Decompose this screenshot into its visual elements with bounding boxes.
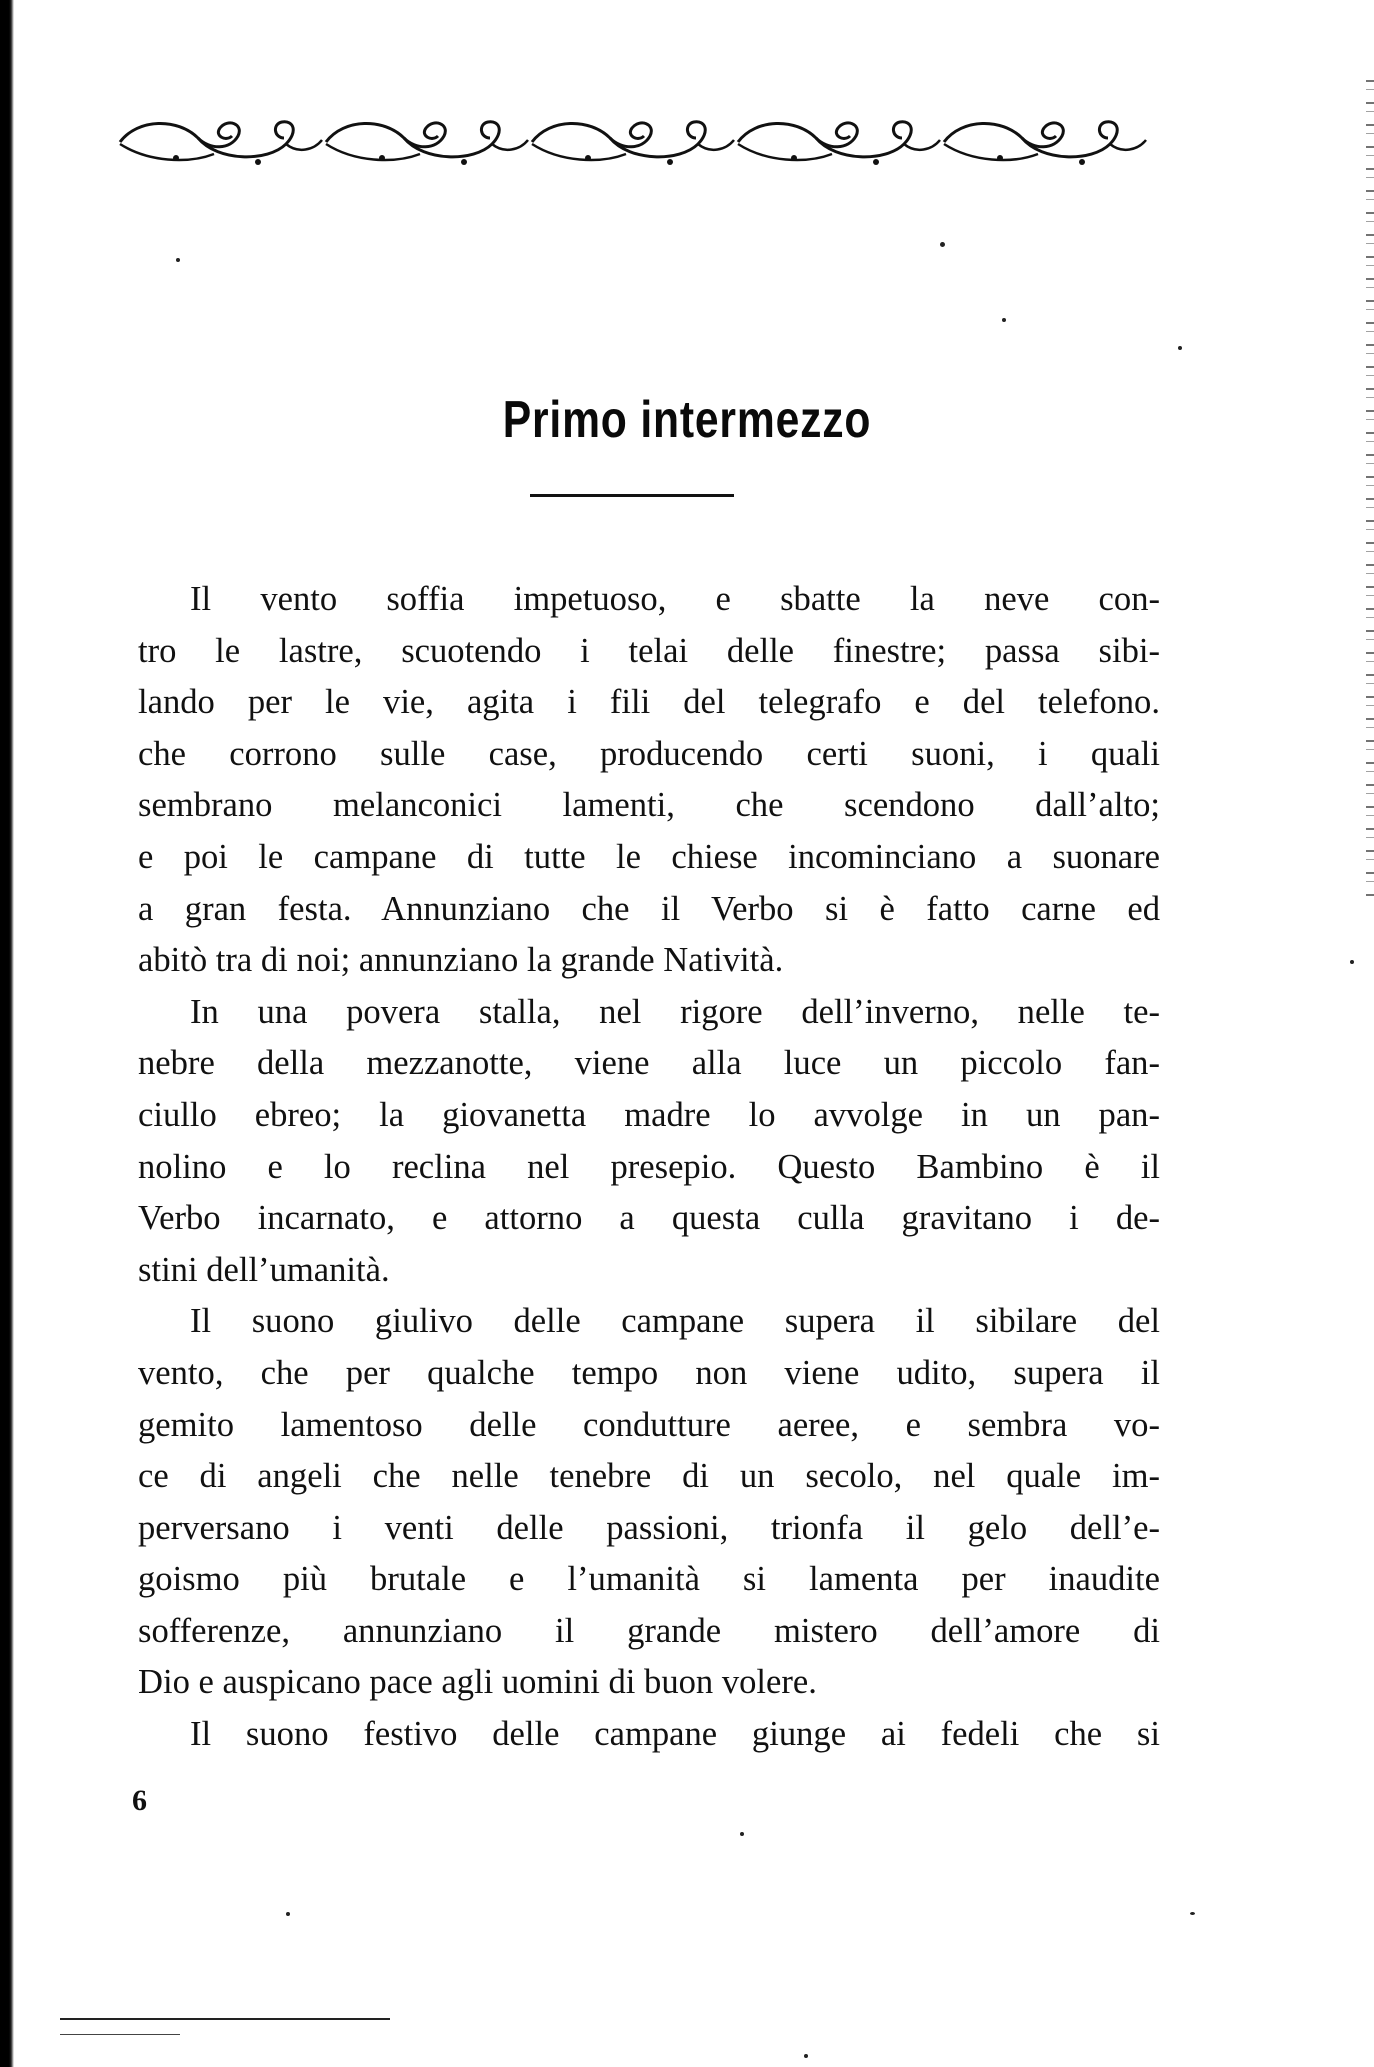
text-line: a gran festa. Annunziano che il Verbo si è fatto carne ed — [138, 889, 1160, 928]
text-line: tro le lastre, scuotendo i telai delle finestre; passa sibi- — [138, 631, 1160, 670]
paragraph — [138, 1709, 1160, 1761]
text-line: gemito lamentoso delle condutture aeree, e sembra vo- — [138, 1405, 1160, 1444]
text-line: Dio e auspicano pace agli uomini di buon volere. — [138, 1663, 817, 1702]
text-line: vento, che per qualche tempo non viene udito, supera il — [138, 1353, 1160, 1392]
page-bottom-rule — [60, 2018, 390, 2020]
scan-speck — [1350, 960, 1354, 964]
scan-speck — [940, 242, 945, 247]
page-bottom-rule — [60, 2034, 180, 2035]
scan-speck — [1002, 318, 1006, 322]
decorative-header-ornament — [118, 110, 1148, 172]
text-line: nebre della mezzanotte, viene alla luce un piccolo fan- — [138, 1044, 1160, 1083]
paragraph — [138, 574, 1160, 987]
paragraph — [138, 1296, 1160, 1709]
text-line: ciullo ebreo; la giovanetta madre lo avvolge in un pan- — [138, 1095, 1160, 1134]
text-line: lando per le vie, agita i fili del telegrafo e del telefono. — [138, 683, 1160, 722]
page-title: Primo intermezzo — [502, 391, 872, 449]
text-line: sofferenze, annunziano il grande mistero dell’amore di — [138, 1611, 1160, 1650]
text-line: ce di angeli che nelle tenebre di un secolo, nel quale im- — [138, 1457, 1160, 1496]
page-right-edge — [1366, 80, 1374, 900]
paragraph — [138, 987, 1160, 1297]
page-number: 6 — [132, 1784, 147, 1817]
text-line: Il suono giulivo delle campane supera il sibilare del — [190, 1302, 1160, 1341]
text-line: che corrono sulle case, producendo certi suoni, i quali — [138, 734, 1160, 773]
text-line: nolino e lo reclina nel presepio. Questo Bambino è il — [138, 1147, 1160, 1186]
text-line: Il vento soffia impetuoso, e sbatte la neve con- — [190, 580, 1160, 618]
text-line: perversano i venti delle passioni, trionfa il gelo dell’e- — [138, 1508, 1160, 1547]
body-text — [138, 574, 1160, 1761]
text-line: goismo più brutale e l’umanità si lamenta per inaudite — [138, 1560, 1160, 1599]
text-line: Il suono festivo delle campane giunge ai fedeli che si — [190, 1715, 1160, 1754]
text-line: sembrano melanconici lamenti, che scendono dall’alto; — [138, 786, 1160, 825]
text-line: e poi le campane di tutte le chiese incominciano a suonare — [138, 837, 1160, 876]
scan-speck — [1190, 1912, 1195, 1915]
page-binding-edge — [0, 0, 14, 2067]
scan-speck — [740, 1832, 744, 1836]
scan-speck — [176, 258, 180, 262]
title-underline-rule — [530, 494, 734, 497]
text-line: stini dell’umanità. — [138, 1250, 390, 1289]
text-line: In una povera stalla, nel rigore dell’inverno, nelle te- — [190, 992, 1160, 1031]
scan-speck — [804, 2054, 808, 2058]
scan-speck — [286, 1912, 290, 1916]
scan-speck — [1178, 346, 1182, 350]
text-line: abitò tra di noi; annunziano la grande Natività. — [138, 941, 784, 980]
text-line: Verbo incarnato, e attorno a questa culla gravitano i de- — [138, 1199, 1160, 1238]
